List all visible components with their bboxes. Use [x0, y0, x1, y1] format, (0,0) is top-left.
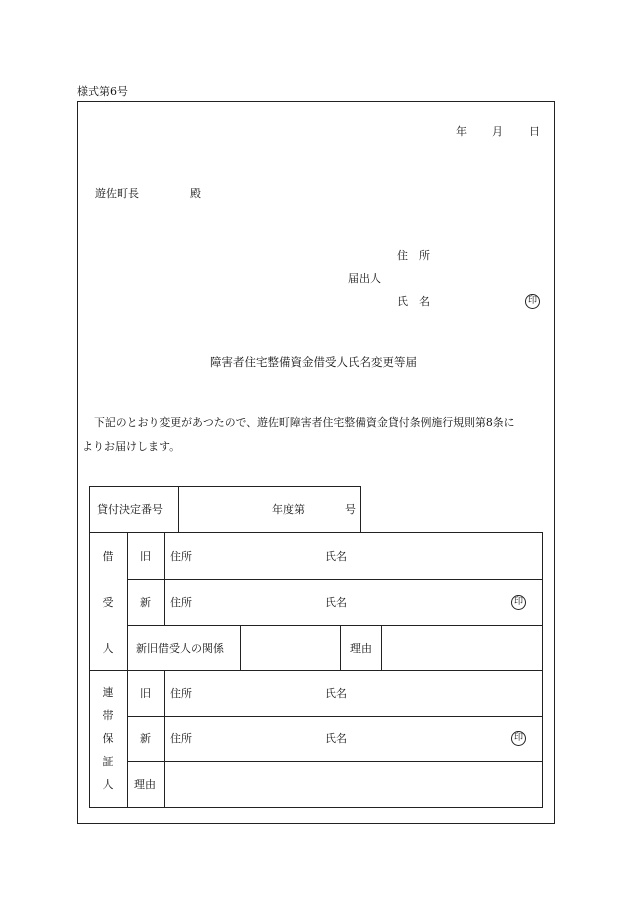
- guarantor-char-2: 帯: [102, 709, 114, 722]
- guarantor-old-address-label: 住所: [170, 687, 192, 700]
- loan-year-suffix: 年度第: [272, 503, 305, 516]
- borrower-seal-icon: 印: [511, 595, 526, 610]
- date-day-label: 日: [529, 125, 540, 138]
- guarantor-seal-icon: 印: [511, 731, 526, 746]
- borrower-new-label: 新: [140, 596, 151, 609]
- borrower-old-address-label: 住所: [170, 550, 192, 563]
- guarantor-new-name-label: 氏名: [325, 732, 347, 745]
- notifier-seal-icon: 印: [525, 294, 540, 309]
- borrower-new-name-label: 氏名: [325, 596, 347, 609]
- guarantor-reason-label: 理由: [134, 778, 156, 791]
- borrower-char-1: 借: [102, 550, 114, 563]
- guarantor-old-name-label: 氏名: [325, 687, 347, 700]
- guarantor-char-5: 人: [102, 778, 114, 791]
- borrower-old-label: 旧: [140, 550, 151, 563]
- guarantor-new-address-label: 住所: [170, 732, 192, 745]
- borrower-old-name-label: 氏名: [325, 550, 347, 563]
- borrower-relation-label: 新旧借受人の関係: [136, 642, 224, 655]
- document-title: 障害者住宅整備資金借受人氏名変更等届: [210, 355, 417, 369]
- addressee-name: 遊佐町長: [95, 187, 139, 200]
- borrower-char-3: 人: [102, 642, 114, 655]
- notifier-address-label: 住 所: [397, 249, 430, 262]
- guarantor-char-3: 保: [102, 732, 114, 745]
- guarantor-char-4: 証: [102, 755, 114, 768]
- date-month-label: 月: [492, 125, 503, 138]
- body-text-line1: 下記のとおり変更があつたので、遊佐町障害者住宅整備資金貸付条例施行規則第8条に: [94, 416, 515, 429]
- body-text-line2: よりお届けします。: [82, 440, 181, 453]
- form-number: 様式第6号: [77, 85, 128, 98]
- borrower-reason-label: 理由: [350, 642, 372, 655]
- guarantor-new-label: 新: [140, 732, 151, 745]
- guarantor-char-1: 連: [102, 686, 114, 699]
- borrower-new-address-label: 住所: [170, 596, 192, 609]
- date-year-label: 年: [456, 125, 467, 138]
- addressee-honorific: 殿: [190, 187, 201, 200]
- loan-decision-label: 貸付決定番号: [97, 503, 163, 516]
- loan-number-suffix: 号: [345, 503, 356, 516]
- notifier-role-label: 届出人: [348, 272, 381, 285]
- borrower-char-2: 受: [102, 596, 114, 609]
- guarantor-old-label: 旧: [140, 687, 151, 700]
- notifier-name-label: 氏 名: [397, 295, 430, 308]
